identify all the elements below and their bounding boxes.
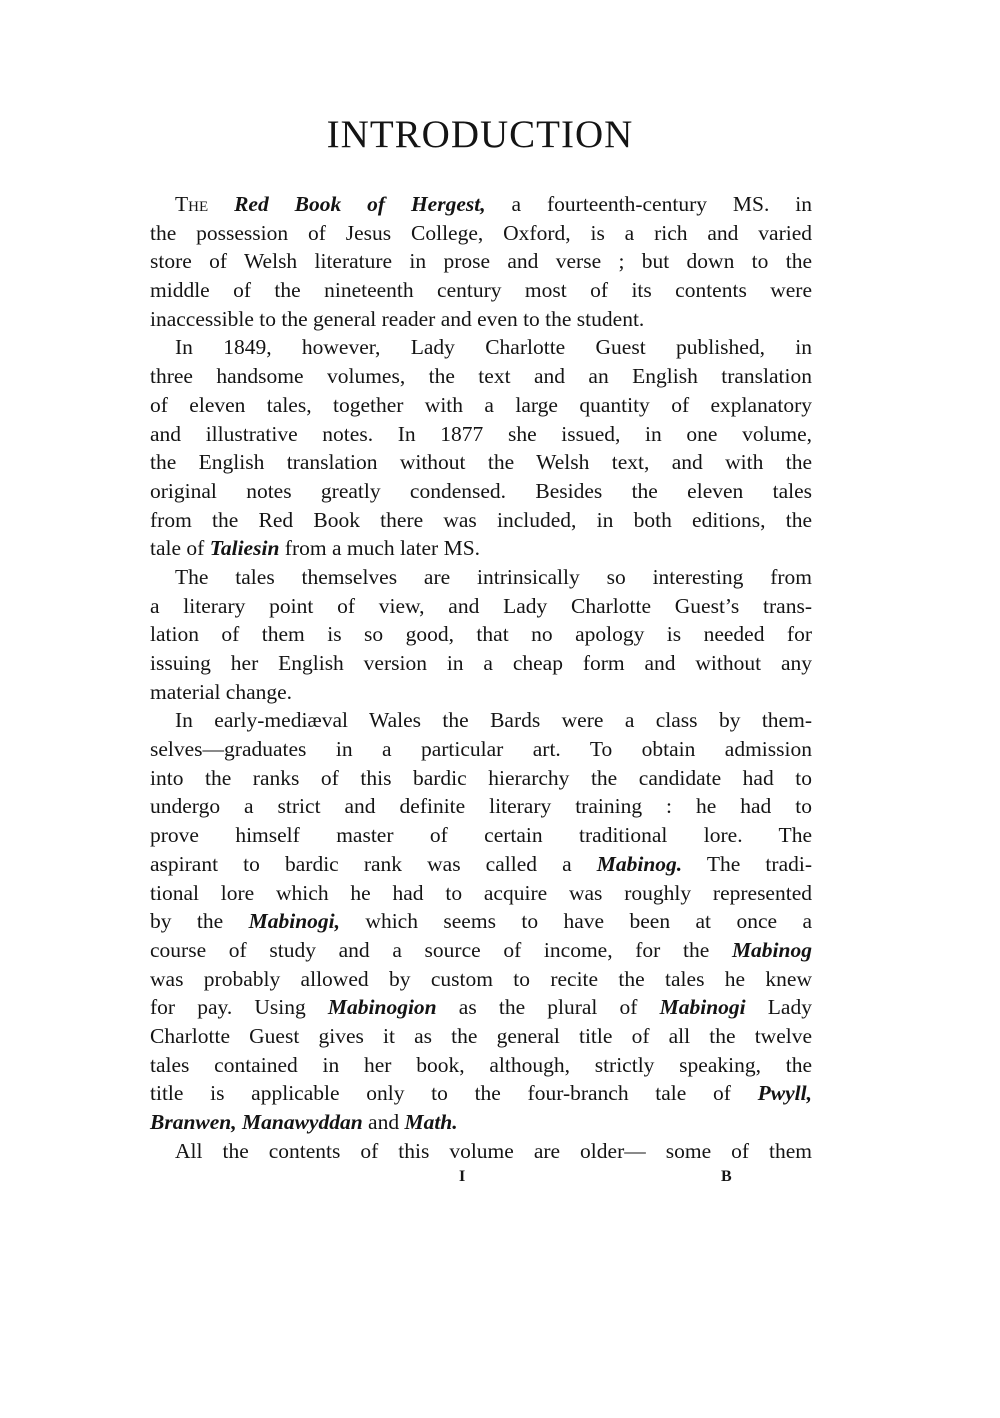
text-segment: issuing her English version in a cheap form and without any (150, 651, 812, 675)
text-line (150, 391, 812, 420)
text-segment: inaccessible to the general reader and even to the student. (150, 306, 645, 331)
text-segment: of eleven tales, together with a large quantity of explanatory (150, 392, 812, 417)
text-line (150, 936, 812, 965)
text-line (150, 506, 812, 535)
text-segment: a fourteenth-century MS. in (485, 192, 812, 216)
text-segment: selves—graduates in a particular art. To obtain admission (150, 737, 812, 762)
text-line (150, 563, 812, 592)
text-line (150, 850, 812, 879)
text-segment: the possession of Jesus College, Oxford, is a rich and varied (150, 220, 812, 245)
text-segment: middle of the nineteenth century most of its contents were (150, 278, 812, 303)
text-line (150, 907, 812, 936)
text-line (150, 1022, 812, 1051)
text-line (150, 706, 812, 735)
text-line (150, 678, 812, 707)
text-line (150, 1108, 812, 1137)
text-segment: tales contained in her book, although, strictly speaking, the (150, 1052, 812, 1077)
italic-text: Mabinog (731, 937, 812, 962)
text-line (150, 219, 812, 248)
text-line (150, 879, 812, 908)
text-segment: tional lore which he had to acquire was roughly represented (150, 880, 812, 905)
text-segment: and (362, 1110, 405, 1134)
text-segment: The tradi- (682, 851, 812, 876)
text-line (150, 333, 812, 362)
italic-text: Mabinogi (659, 995, 746, 1020)
text-segment: material change. (150, 679, 293, 704)
text-segment: aspirant to bardic rank was called a (150, 851, 597, 876)
text-segment: undergo a strict and definite literary training : he had to (150, 794, 812, 819)
text-line (150, 190, 812, 219)
text-segment (208, 192, 234, 216)
text-line (150, 592, 812, 621)
text-segment: by the (150, 909, 249, 934)
text-segment: the English translation without the Welsh text, and with the (150, 450, 812, 475)
text-line (150, 477, 812, 506)
italic-text: Taliesin (209, 536, 280, 561)
italic-text: Math. (404, 1110, 458, 1134)
italic-text: Branwen, Manawyddan (150, 1110, 363, 1134)
text-segment: from the Red Book there was included, in both editions, the (150, 507, 812, 532)
text-line (150, 448, 812, 477)
text-line (150, 420, 812, 449)
italic-text: Mabinog. (596, 851, 683, 876)
text-line (150, 362, 812, 391)
text-line (150, 965, 812, 994)
text-segment: as the plural of (436, 995, 660, 1020)
text-segment: Lady (745, 995, 812, 1020)
text-segment: and illustrative notes. In 1877 she issued, in one volume, (150, 421, 812, 446)
text-line (150, 534, 812, 563)
text-segment: for pay. Using (150, 995, 328, 1020)
text-line (150, 993, 812, 1022)
text-segment: from a much later MS. (279, 536, 481, 561)
text-line (150, 764, 812, 793)
text-segment: In early-mediæval Wales the Bards were a class by them- (175, 708, 812, 733)
text-segment: In 1849, however, Lady Charlotte Guest published, in (175, 335, 812, 360)
text-segment: lation of them is so good, that no apology is needed for (150, 622, 812, 647)
text-line (150, 620, 812, 649)
text-segment: title is applicable only to the four-branch tale of (150, 1081, 758, 1106)
page-title: INTRODUCTION (326, 113, 634, 156)
text-line (150, 821, 812, 850)
page-number: I (459, 1168, 466, 1185)
text-line (150, 247, 812, 276)
text-segment: tale of (150, 536, 210, 561)
text-segment: The (175, 192, 209, 216)
text-segment: into the ranks of this bardic hierarchy the candidate had to (150, 765, 812, 790)
italic-text: Red Book of Hergest, (234, 192, 486, 216)
text-segment: prove himself master of certain traditional lore. The (150, 823, 812, 848)
text-segment: All the contents of this volume are older— some of them (175, 1138, 812, 1163)
body-text (150, 190, 812, 1165)
text-segment: original notes greatly condensed. Besides the eleven tales (150, 478, 812, 503)
text-line (150, 1051, 812, 1080)
text-line (150, 1079, 812, 1108)
italic-text: Pwyll, (757, 1081, 812, 1106)
text-segment: three handsome volumes, the text and an English translation (150, 364, 812, 389)
italic-text: Mabinogion (327, 995, 437, 1020)
text-line (150, 276, 812, 305)
text-segment: Charlotte Guest gives it as the general title of all the twelve (150, 1023, 812, 1048)
text-line (150, 1137, 812, 1166)
text-segment: was probably allowed by custom to recite the tales he knew (150, 966, 812, 991)
text-segment: a literary point of view, and Lady Charlotte Guest’s trans- (150, 593, 812, 618)
text-line (150, 792, 812, 821)
italic-text: Mabinogi, (248, 909, 341, 934)
text-segment: course of study and a source of income, for the (150, 937, 732, 962)
text-line (150, 649, 812, 678)
text-segment: which seems to have been at once a (340, 909, 812, 934)
text-line (150, 305, 812, 334)
text-segment: The tales themselves are intrinsically so interesting from (175, 564, 812, 589)
text-segment: store of Welsh literature in prose and verse ; but down to the (150, 249, 812, 274)
text-line (150, 735, 812, 764)
signature-mark: B (721, 1168, 732, 1185)
